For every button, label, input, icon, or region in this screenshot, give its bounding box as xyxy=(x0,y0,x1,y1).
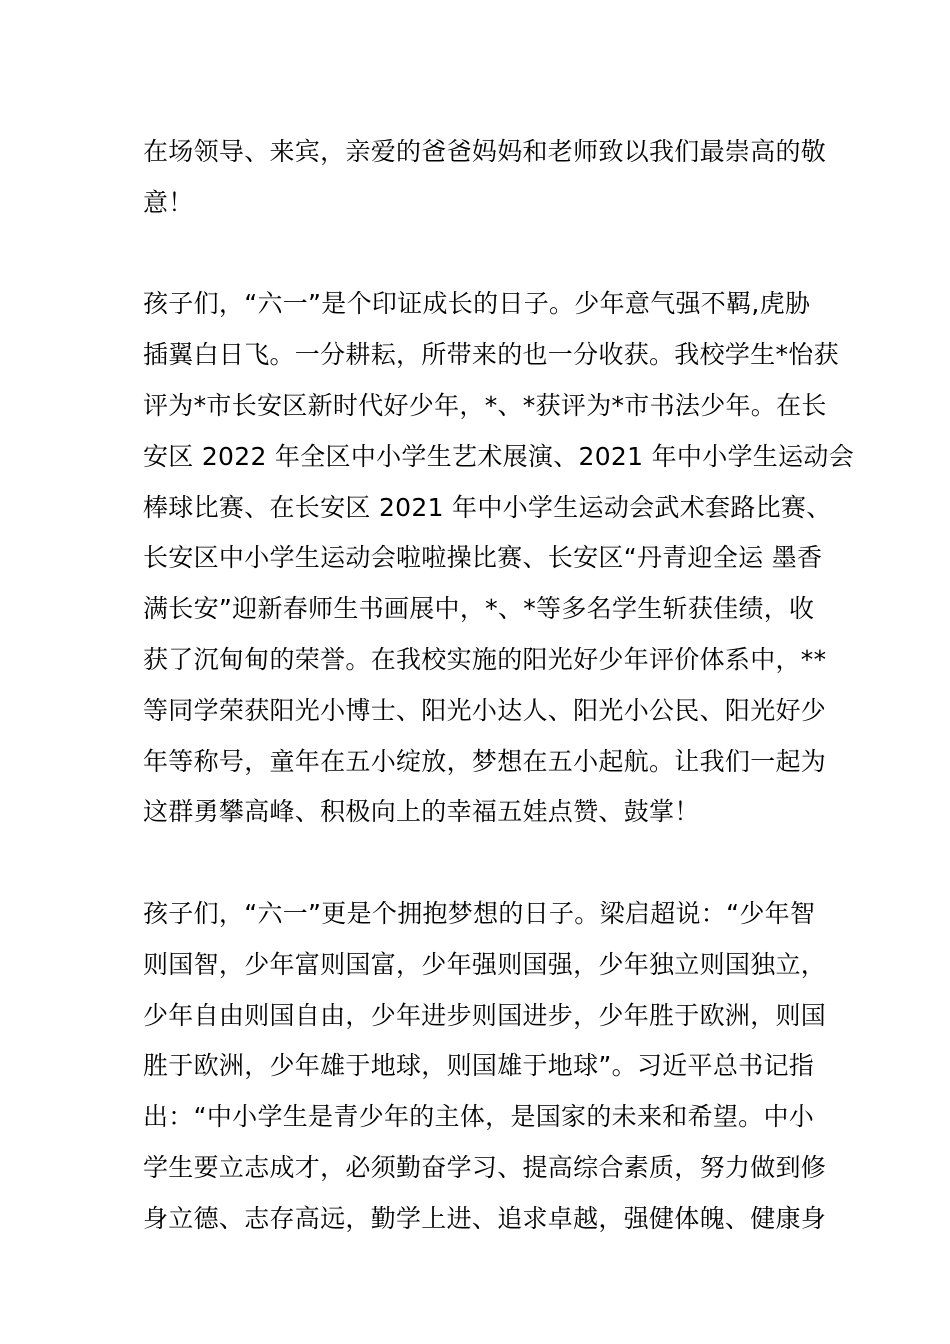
text-line: 意！ xyxy=(143,187,194,217)
paragraph-spacer xyxy=(143,229,809,280)
text-line: 满长安”迎新春师生书画展中，*、*等多名学生斩获佳绩，收 xyxy=(143,594,815,624)
text-line: 则国智，少年富则国富，少年强则国强，少年独立则国独立， xyxy=(143,949,827,979)
text-line: 安区 2022 年全区中小学生艺术展演、2021 年中小学生运动会 xyxy=(143,441,854,471)
text-line: 棒球比赛、在长安区 2021 年中小学生运动会武术套路比赛、 xyxy=(143,492,832,522)
text-line: 获了沉甸甸的荣誉。在我校实施的阳光好少年评价体系中，** xyxy=(143,644,827,674)
text-line: 学生要立志成才，必须勤奋学习、提高综合素质，努力做到修 xyxy=(143,1152,827,1182)
paragraph-spacer xyxy=(143,838,809,889)
text-line: 这群勇攀高峰、积极向上的幸福五娃点赞、鼓掌！ xyxy=(143,797,700,827)
text-line: 身立德、志存高远，勤学上进、追求卓越，强健体魄、健康身 xyxy=(143,1203,827,1233)
paragraph-growth xyxy=(143,279,854,838)
text-line: 孩子们，“六一”是个印证成长的日子。少年意气强不羁,虎胁 xyxy=(143,289,811,319)
text-line: 胜于欧洲，少年雄于地球，则国雄于地球”。习近平总书记指 xyxy=(143,1051,815,1081)
text-line: 年等称号，童年在五小绽放，梦想在五小起航。让我们一起为 xyxy=(143,746,827,776)
paragraph-greeting xyxy=(143,127,827,229)
text-line: 插翼白日飞。一分耕耘，所带来的也一分收获。我校学生*怡获 xyxy=(143,340,839,370)
text-line: 评为*市长安区新时代好少年，*、*获评为*市书法少年。在长 xyxy=(143,390,827,420)
text-line: 在场领导、来宾，亲爱的爸爸妈妈和老师致以我们最崇高的敬 xyxy=(143,137,827,166)
paragraph-dream xyxy=(143,889,827,1245)
text-line: 出：“中小学生是青少年的主体，是国家的未来和希望。中小 xyxy=(143,1102,815,1132)
document-body xyxy=(143,127,854,1245)
text-line: 等同学荣获阳光小博士、阳光小达人、阳光小公民、阳光好少 xyxy=(143,695,827,725)
text-line: 少年自由则国自由，少年进步则国进步，少年胜于欧洲，则国 xyxy=(143,1000,827,1030)
text-line: 长安区中小学生运动会啦啦操比赛、长安区“丹青迎全运 墨香 xyxy=(143,543,823,573)
text-line: 孩子们，“六一”更是个拥抱梦想的日子。梁启超说：“少年智 xyxy=(143,898,816,928)
